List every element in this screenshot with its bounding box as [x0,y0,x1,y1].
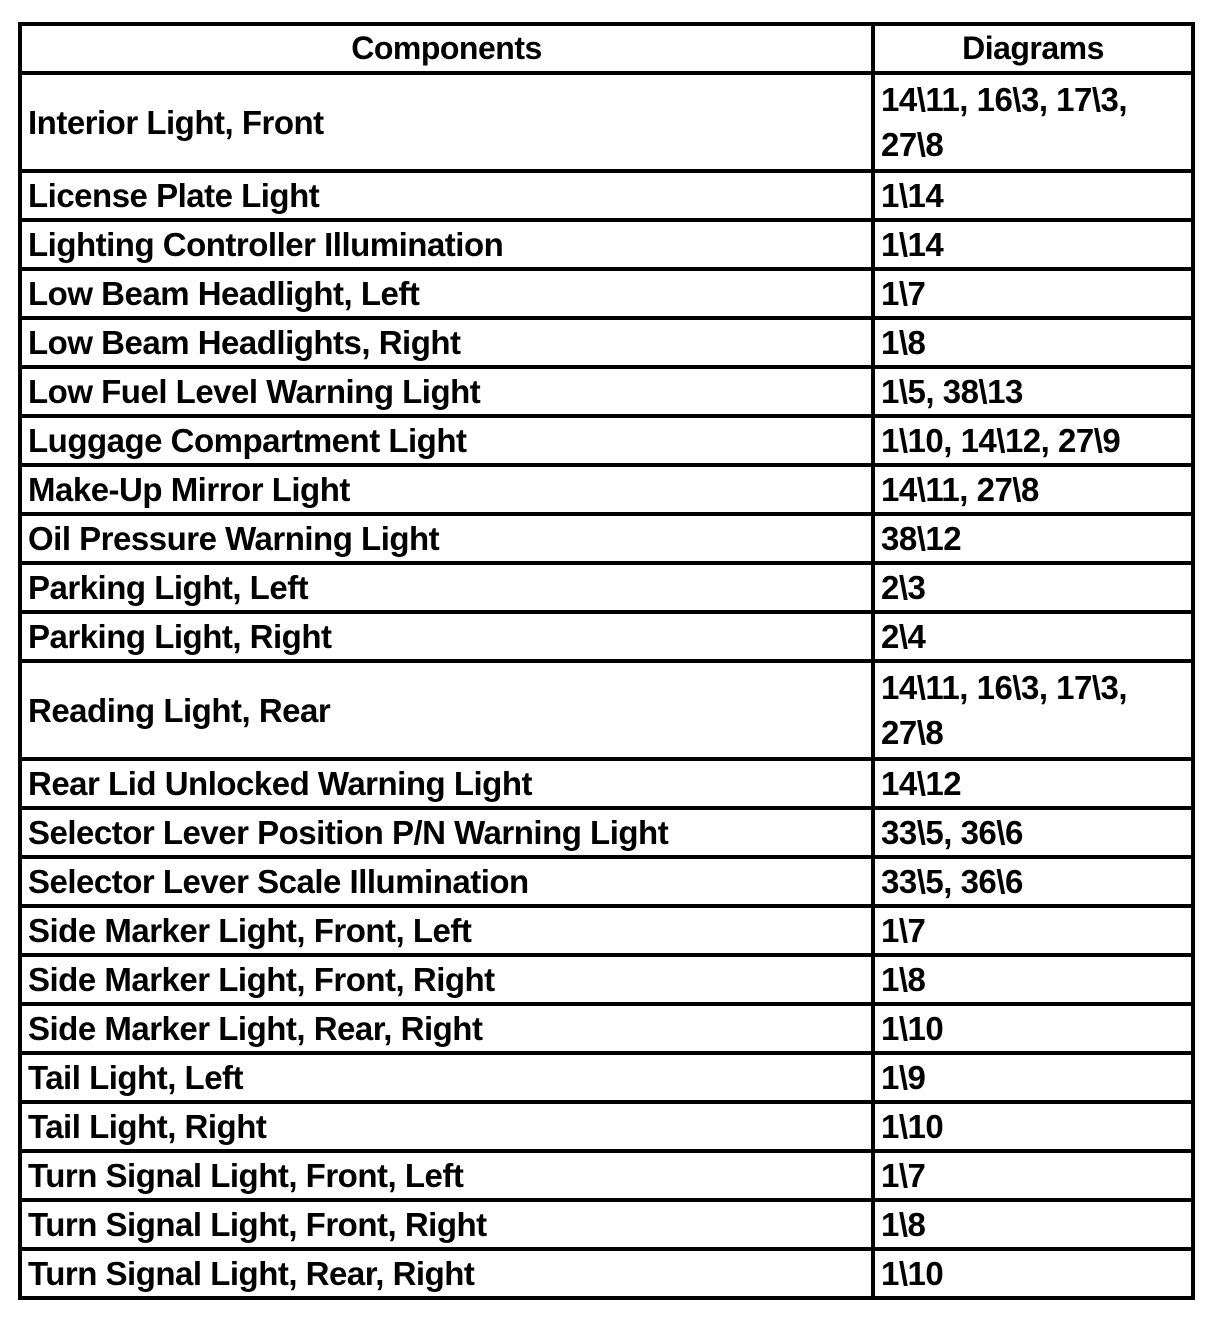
component-cell: Selector Lever Scale Illumination [20,857,873,906]
diagrams-cell: 2\3 [873,563,1193,612]
diagrams-cell: 38\12 [873,514,1193,563]
diagrams-cell: 1\7 [873,906,1193,955]
header-components: Components [20,24,873,73]
component-cell: Low Fuel Level Warning Light [20,367,873,416]
component-cell: Reading Light, Rear [20,661,873,759]
table-row [20,416,1193,465]
diagrams-cell: 1\7 [873,269,1193,318]
diagrams-cell: 1\14 [873,171,1193,220]
component-cell: Tail Light, Right [20,1102,873,1151]
component-cell: Tail Light, Left [20,1053,873,1102]
diagrams-cell: 1\10 [873,1249,1193,1298]
component-cell: Make-Up Mirror Light [20,465,873,514]
table-row [20,367,1193,416]
diagrams-cell: 1\8 [873,318,1193,367]
table-row [20,661,1193,759]
diagrams-line: 14\11, 16\3, 17\3, [881,81,1128,118]
table-row [20,220,1193,269]
component-cell: Side Marker Light, Rear, Right [20,1004,873,1053]
table-row [20,1102,1193,1151]
diagrams-cell: 1\8 [873,1200,1193,1249]
table-row [20,808,1193,857]
table-row [20,318,1193,367]
component-cell: Turn Signal Light, Rear, Right [20,1249,873,1298]
diagrams-cell: 1\9 [873,1053,1193,1102]
diagrams-cell: 1\8 [873,955,1193,1004]
diagrams-cell: 33\5, 36\6 [873,857,1193,906]
diagrams-cell [873,73,1193,171]
table-row [20,1053,1193,1102]
table-row [20,73,1193,171]
component-cell: Rear Lid Unlocked Warning Light [20,759,873,808]
component-cell: Low Beam Headlights, Right [20,318,873,367]
component-cell: Luggage Compartment Light [20,416,873,465]
table-row [20,514,1193,563]
component-cell: Turn Signal Light, Front, Left [20,1151,873,1200]
table-row [20,1200,1193,1249]
component-cell: Selector Lever Position P/N Warning Light [20,808,873,857]
table-row [20,1004,1193,1053]
header-diagrams: Diagrams [873,24,1193,73]
table-row [20,759,1193,808]
diagrams-cell: 1\10, 14\12, 27\9 [873,416,1193,465]
diagrams-cell: 1\10 [873,1102,1193,1151]
table-row [20,857,1193,906]
component-cell: License Plate Light [20,171,873,220]
diagrams-cell: 33\5, 36\6 [873,808,1193,857]
component-cell: Side Marker Light, Front, Right [20,955,873,1004]
components-diagrams-table [18,22,1195,1300]
diagrams-line: 27\8 [881,714,944,751]
component-cell: Parking Light, Right [20,612,873,661]
component-cell: Parking Light, Left [20,563,873,612]
diagrams-cell: 1\14 [873,220,1193,269]
diagrams-cell: 2\4 [873,612,1193,661]
component-cell: Low Beam Headlight, Left [20,269,873,318]
component-cell: Turn Signal Light, Front, Right [20,1200,873,1249]
table-row [20,955,1193,1004]
table-header-row [20,24,1193,73]
diagrams-cell [873,661,1193,759]
diagrams-cell: 1\5, 38\13 [873,367,1193,416]
table-row [20,563,1193,612]
document-page [18,22,1191,1300]
table-row [20,906,1193,955]
table-row [20,1249,1193,1298]
diagrams-cell: 14\12 [873,759,1193,808]
component-cell: Side Marker Light, Front, Left [20,906,873,955]
diagrams-line: 27\8 [881,126,944,163]
component-cell: Interior Light, Front [20,73,873,171]
diagrams-line: 14\11, 16\3, 17\3, [881,669,1128,706]
table-row [20,171,1193,220]
diagrams-cell: 1\7 [873,1151,1193,1200]
component-cell: Oil Pressure Warning Light [20,514,873,563]
table-row [20,1151,1193,1200]
diagrams-cell: 14\11, 27\8 [873,465,1193,514]
component-cell: Lighting Controller Illumination [20,220,873,269]
diagrams-cell: 1\10 [873,1004,1193,1053]
table-row [20,465,1193,514]
table-row [20,612,1193,661]
table-row [20,269,1193,318]
